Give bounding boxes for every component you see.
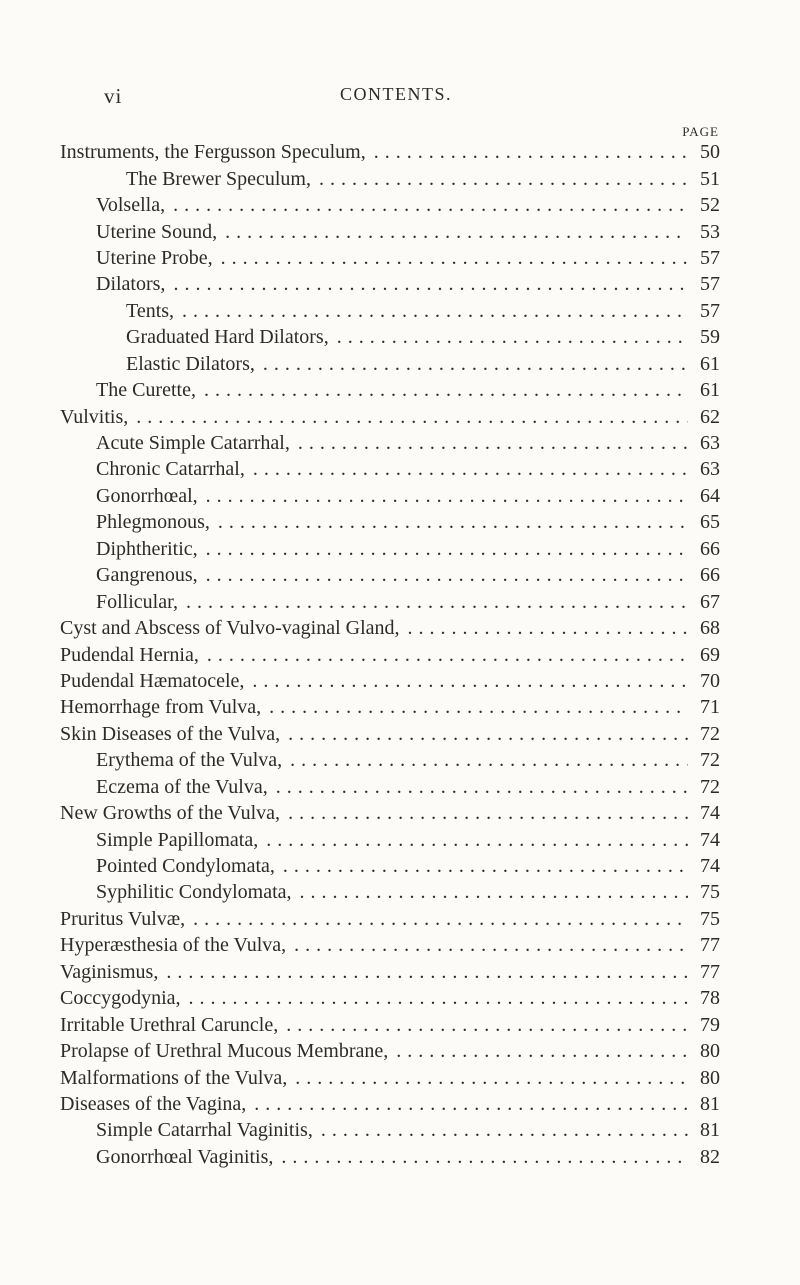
toc-entry-title: Instruments, the Fergusson Speculum, <box>60 141 366 164</box>
toc-entry-title: Hemorrhage from Vulva, <box>60 696 262 719</box>
dot-leader <box>278 1012 688 1038</box>
toc-entry-title: Malformations of the Vulva, <box>60 1066 288 1089</box>
toc-entry <box>60 879 720 905</box>
dot-leader <box>290 430 688 456</box>
dot-leader <box>199 642 688 668</box>
toc-entry-title: Eczema of the Vulva, <box>96 775 268 798</box>
dot-leader <box>280 800 688 826</box>
toc-entry-title: Prolapse of Urethral Mucous Membrane, <box>60 1040 389 1063</box>
toc-entry <box>60 218 720 244</box>
toc-entry-page-number: 51 <box>700 167 720 190</box>
toc-entry-page-number: 62 <box>700 405 720 428</box>
dot-leader <box>213 245 688 271</box>
dot-leader <box>178 589 688 615</box>
page-column-label: PAGE <box>682 124 719 139</box>
toc-entry-title: Simple Catarrhal Vaginitis, <box>96 1119 313 1142</box>
dot-leader <box>280 721 688 747</box>
toc-entry-page-number: 61 <box>700 352 720 375</box>
toc-entry-title: Uterine Probe, <box>96 246 213 269</box>
toc-entry-title: The Brewer Speculum, <box>126 167 311 190</box>
dot-leader <box>196 377 688 403</box>
toc-entry-page-number: 81 <box>700 1119 720 1142</box>
toc-entry-page-number: 77 <box>700 960 720 983</box>
toc-entry <box>60 192 720 218</box>
dot-leader <box>198 562 688 588</box>
toc-entry-title: Erythema of the Vulva, <box>96 749 283 772</box>
toc-entry-page-number: 77 <box>700 934 720 957</box>
toc-entry <box>60 1011 720 1037</box>
toc-entry-title: Graduated Hard Dilators, <box>126 326 329 349</box>
toc-entry <box>60 721 720 747</box>
toc-entry <box>60 1091 720 1117</box>
toc-entry-title: The Curette, <box>96 379 196 402</box>
toc-entry-page-number: 66 <box>700 564 720 587</box>
toc-entry <box>60 509 720 535</box>
toc-entry <box>60 483 720 509</box>
toc-entry-title: Irritable Urethral Caruncle, <box>60 1013 279 1036</box>
toc-entry-page-number: 61 <box>700 379 720 402</box>
toc-entry-title: Follicular, <box>96 590 178 613</box>
toc-entry <box>60 853 720 879</box>
toc-entry-page-number: 57 <box>700 246 720 269</box>
toc-entry <box>60 800 720 826</box>
dot-leader <box>292 879 688 905</box>
toc-entry-page-number: 74 <box>700 828 720 851</box>
toc-entry-page-number: 68 <box>700 617 720 640</box>
toc-entry <box>60 536 720 562</box>
toc-entry-page-number: 67 <box>700 590 720 613</box>
running-title: CONTENTS. <box>340 84 452 104</box>
toc-entry-page-number: 53 <box>700 220 720 243</box>
toc-entry <box>60 139 720 165</box>
toc-entry-title: Diphtheritic, <box>96 537 198 560</box>
toc-entry-title: Vulvitis, <box>60 405 129 428</box>
toc-entry-title: Cyst and Abscess of Vulvo-vaginal Gland, <box>60 617 400 640</box>
dot-leader <box>165 192 688 218</box>
dot-leader <box>258 827 688 853</box>
dot-leader <box>366 139 688 165</box>
toc-entry-page-number: 64 <box>700 484 720 507</box>
toc-entry-title: Volsella, <box>96 194 166 217</box>
dot-leader <box>244 668 688 694</box>
toc-entry-page-number: 70 <box>700 669 720 692</box>
dot-leader <box>128 404 688 430</box>
dot-leader <box>273 1144 688 1170</box>
toc-entry <box>60 985 720 1011</box>
toc-entry <box>60 562 720 588</box>
toc-entry-title: Syphilitic Condylomata, <box>96 881 292 904</box>
toc-entry-title: Pruritus Vulvæ, <box>60 907 186 930</box>
dot-leader <box>282 747 688 773</box>
toc-entry <box>60 430 720 456</box>
dot-leader <box>313 1117 688 1143</box>
toc-entry-page-number: 57 <box>700 273 720 296</box>
toc-entry-title: Dilators, <box>96 273 166 296</box>
toc-entry <box>60 747 720 773</box>
toc-entry-page-number: 78 <box>700 987 720 1010</box>
toc-entry-page-number: 79 <box>700 1013 720 1036</box>
toc-entry <box>60 1038 720 1064</box>
page-header <box>104 84 704 108</box>
toc-entry-page-number: 66 <box>700 537 720 560</box>
dot-leader <box>158 959 688 985</box>
dot-leader <box>185 906 688 932</box>
toc-entry-page-number: 75 <box>700 907 720 930</box>
dot-leader <box>245 456 688 482</box>
toc-entry-page-number: 63 <box>700 432 720 455</box>
toc-entry-title: Simple Papillomata, <box>96 828 259 851</box>
dot-leader <box>261 694 688 720</box>
toc-entry <box>60 324 720 350</box>
dot-leader <box>329 324 688 350</box>
toc-entry-title: Chronic Catarrhal, <box>96 458 245 481</box>
toc-entry-page-number: 80 <box>700 1040 720 1063</box>
toc-entry <box>60 403 720 429</box>
toc-entry-page-number: 71 <box>700 696 720 719</box>
toc-entry-title: Diseases of the Vagina, <box>60 1092 247 1115</box>
toc-entry-page-number: 80 <box>700 1066 720 1089</box>
toc-entry <box>60 456 720 482</box>
toc-entry <box>60 615 720 641</box>
toc-entry-title: Vaginismus, <box>60 960 159 983</box>
dot-leader <box>268 774 688 800</box>
toc-entry <box>60 1064 720 1090</box>
dot-leader <box>400 615 688 641</box>
toc-entry-title: Gonorrhœal Vaginitis, <box>96 1145 274 1168</box>
toc-entry-page-number: 69 <box>700 643 720 666</box>
toc-entry-title: Phlegmonous, <box>96 511 210 534</box>
toc-entry-title: Gonorrhœal, <box>96 484 198 507</box>
toc-entry-title: Pudendal Hæmatocele, <box>60 669 245 692</box>
toc-entry-page-number: 75 <box>700 881 720 904</box>
toc-entry-page-number: 52 <box>700 194 720 217</box>
toc-entry <box>60 165 720 191</box>
dot-leader <box>287 1065 688 1091</box>
dot-leader <box>210 509 688 535</box>
dot-leader <box>311 166 688 192</box>
dot-leader <box>165 271 688 297</box>
toc-entry <box>60 826 720 852</box>
toc-entry-title: Gangrenous, <box>96 564 198 587</box>
toc-entry-page-number: 72 <box>700 722 720 745</box>
toc-entry-page-number: 74 <box>700 855 720 878</box>
dot-leader <box>181 985 688 1011</box>
toc-entry-title: Uterine Sound, <box>96 220 218 243</box>
toc-entry-page-number: 59 <box>700 326 720 349</box>
toc-entry-title: Skin Diseases of the Vulva, <box>60 722 281 745</box>
toc-entry <box>60 1117 720 1143</box>
toc-entry <box>60 271 720 297</box>
toc-entry-title: Elastic Dilators, <box>126 352 255 375</box>
toc-entry-page-number: 74 <box>700 802 720 825</box>
toc-entry <box>60 641 720 667</box>
toc-entry <box>60 245 720 271</box>
dot-leader <box>255 351 688 377</box>
toc-entry-page-number: 50 <box>700 141 720 164</box>
toc-entry-page-number: 65 <box>700 511 720 534</box>
dot-leader <box>275 853 688 879</box>
dot-leader <box>246 1091 688 1117</box>
toc-entry-title: Tents, <box>126 299 175 322</box>
toc-entry <box>60 668 720 694</box>
toc-entry <box>60 588 720 614</box>
toc-entry-page-number: 57 <box>700 299 720 322</box>
toc-entry <box>60 351 720 377</box>
toc-entry-page-number: 72 <box>700 775 720 798</box>
toc-entry-title: Hyperæsthesia of the Vulva, <box>60 934 287 957</box>
table-of-contents <box>60 139 720 1170</box>
dot-leader <box>217 219 688 245</box>
dot-leader <box>388 1038 688 1064</box>
toc-entry-page-number: 63 <box>700 458 720 481</box>
toc-entry-title: New Growths of the Vulva, <box>60 802 281 825</box>
toc-entry-title: Pointed Condylomata, <box>96 855 275 878</box>
toc-entry <box>60 694 720 720</box>
toc-entry-title: Acute Simple Catarrhal, <box>96 432 290 455</box>
dot-leader <box>198 536 688 562</box>
toc-entry-page-number: 81 <box>700 1092 720 1115</box>
toc-entry-title: Coccygodynia, <box>60 987 181 1010</box>
dot-leader <box>198 483 688 509</box>
toc-entry <box>60 1144 720 1170</box>
toc-entry-page-number: 72 <box>700 749 720 772</box>
toc-entry <box>60 906 720 932</box>
toc-entry <box>60 377 720 403</box>
toc-entry-page-number: 82 <box>700 1145 720 1168</box>
toc-entry <box>60 932 720 958</box>
toc-entry-title: Pudendal Hernia, <box>60 643 199 666</box>
toc-entry <box>60 774 720 800</box>
page-number: vi <box>104 84 123 108</box>
dot-leader <box>286 932 688 958</box>
dot-leader <box>174 298 688 324</box>
toc-entry <box>60 959 720 985</box>
toc-entry <box>60 298 720 324</box>
